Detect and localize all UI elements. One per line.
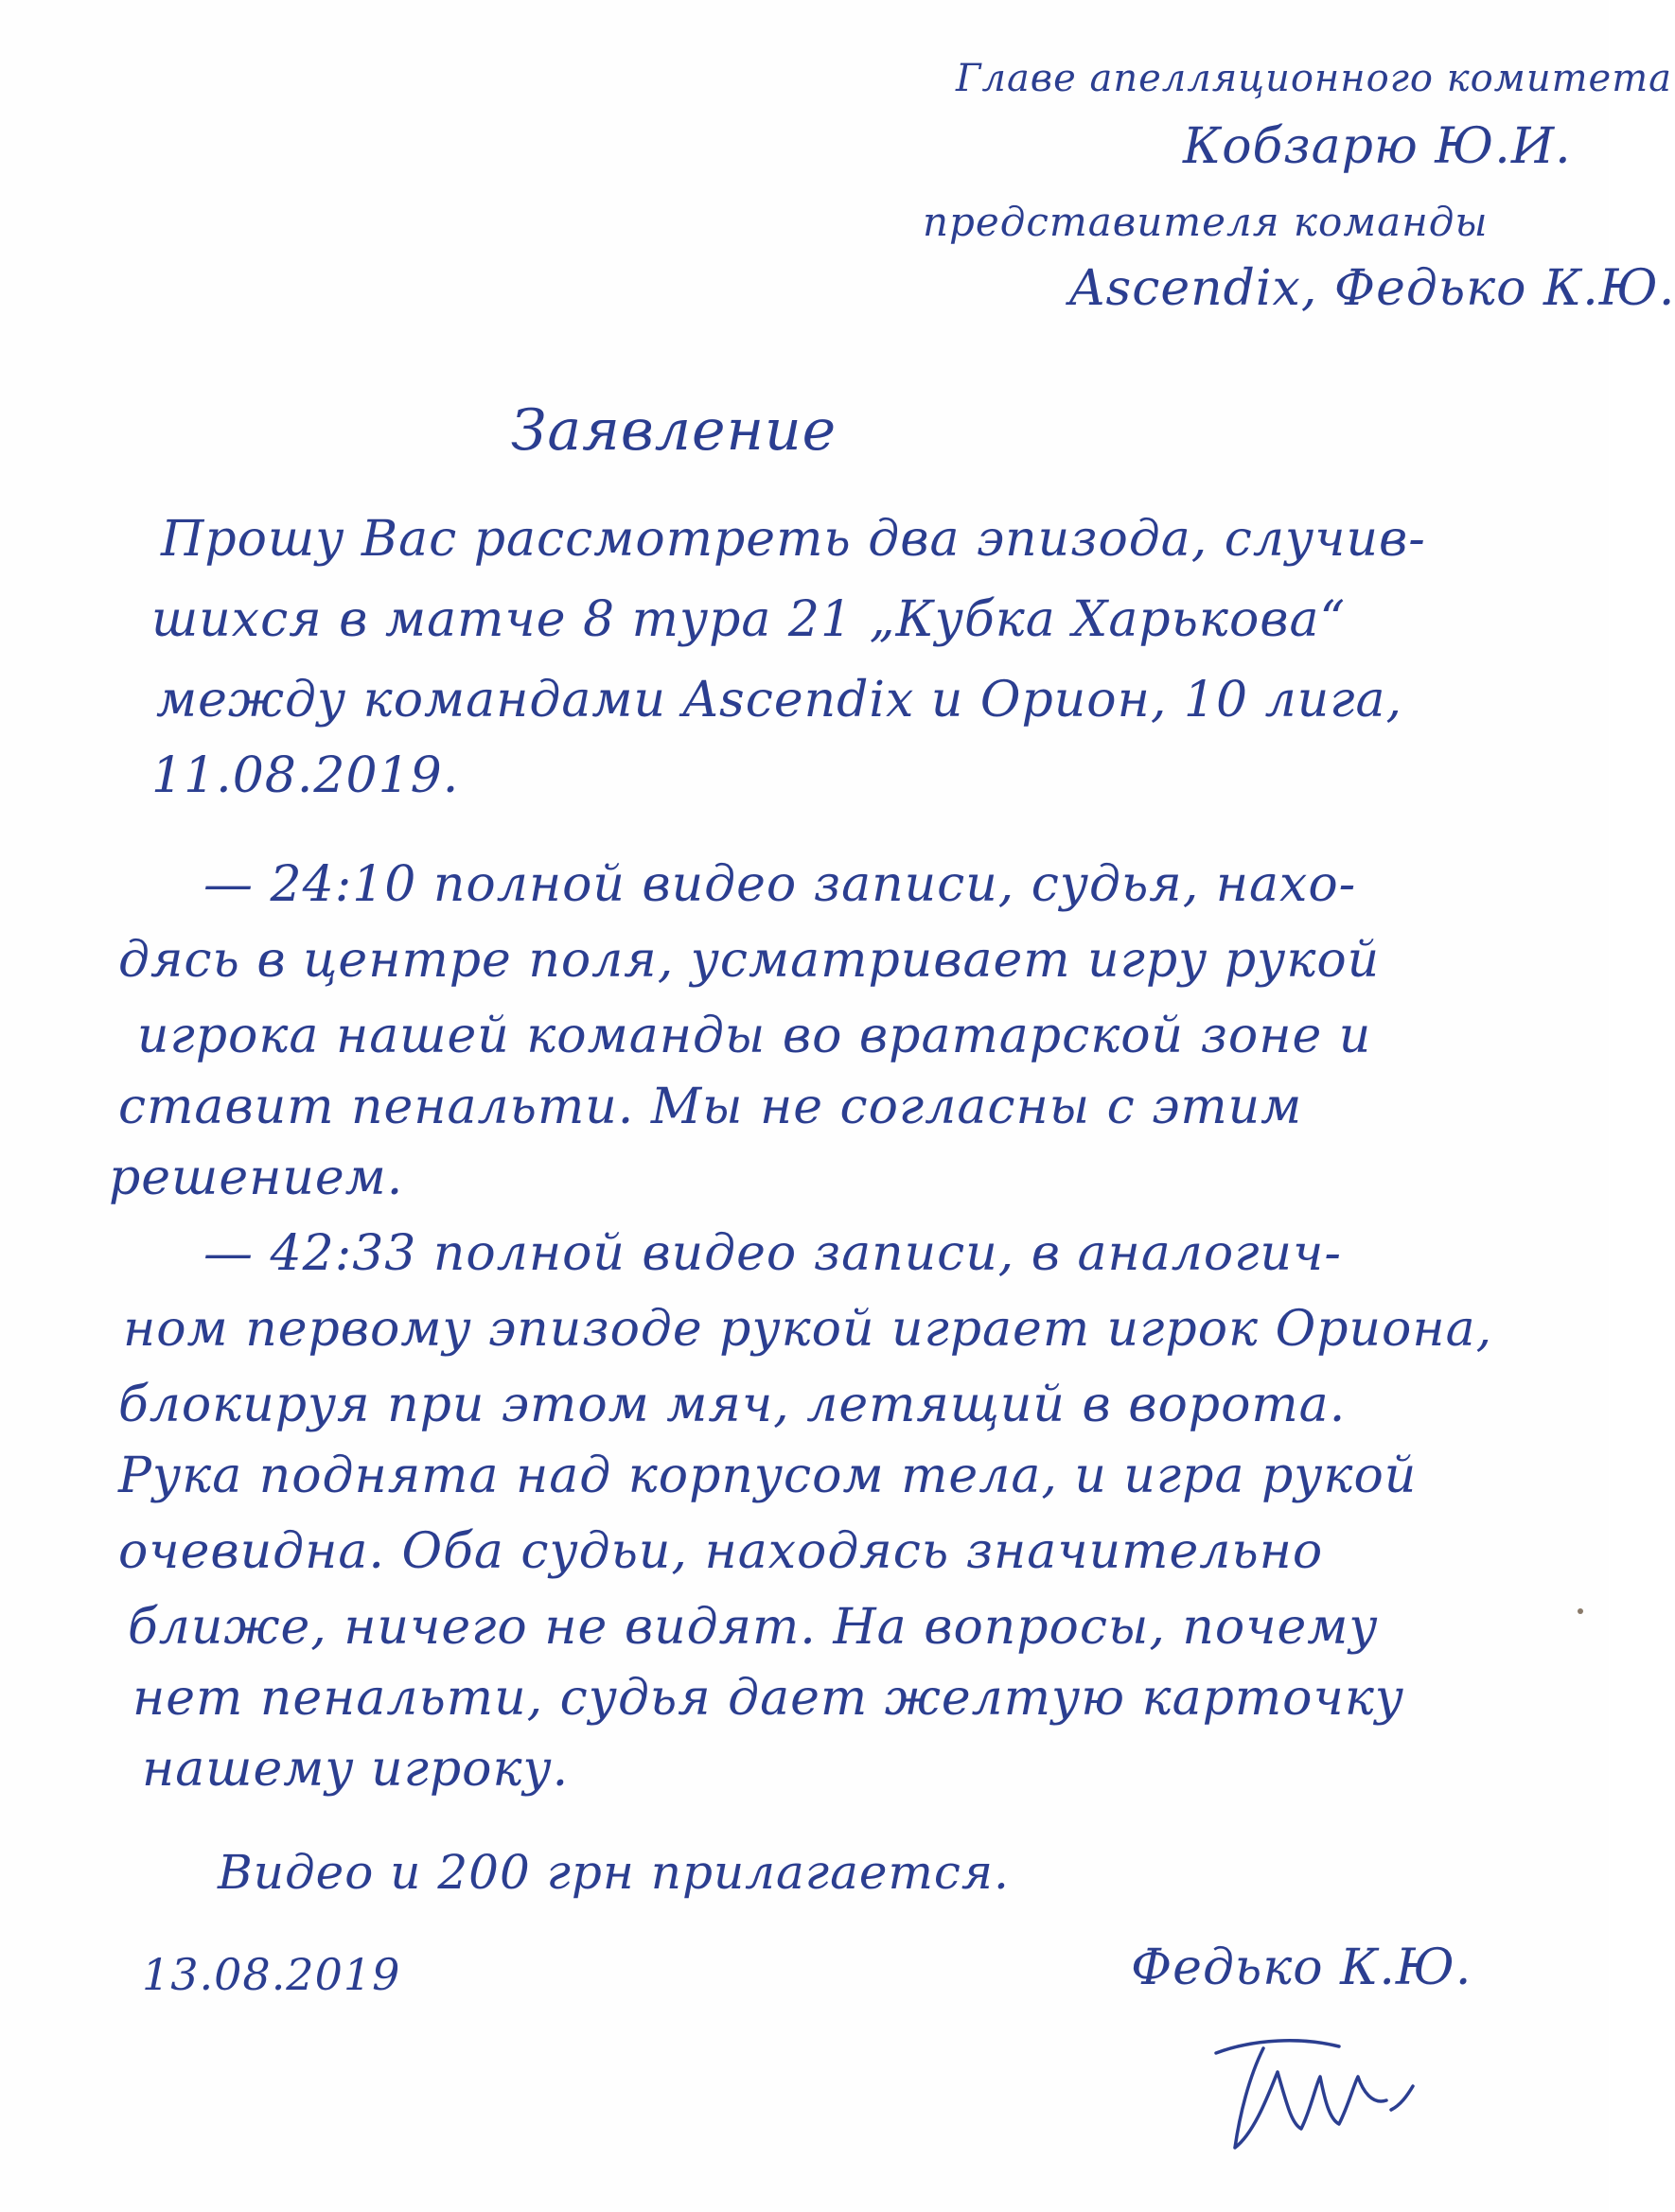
episode2-line-5: очевидна. Оба судьи, находясь значительно bbox=[118, 1523, 1324, 1580]
intro-line-2: шихся в матче 8 тура 21 „Кубка Харькова“ bbox=[151, 591, 1347, 648]
episode1-line-4: ставит пенальти. Мы не согласны с этим bbox=[118, 1079, 1303, 1135]
episode1-line-1: — 24:10 полной видео записи, судья, нахо- bbox=[203, 856, 1357, 913]
addressee-line-1: Главе апелляционного комитета bbox=[956, 57, 1672, 100]
episode2-line-1: — 42:33 полной видео записи, в аналогич- bbox=[203, 1225, 1342, 1282]
episode2-line-7: нет пенальти, судья дает желтую карточку bbox=[132, 1670, 1405, 1727]
document-date: 13.08.2019 bbox=[142, 1949, 401, 2000]
intro-line-1: Прошу Вас рассмотреть два эпизода, случив- bbox=[161, 511, 1426, 568]
episode1-line-3: игрока нашей команды во вратарской зоне и bbox=[137, 1008, 1372, 1064]
episode2-line-4: Рука поднята над корпусом тела, и игра рукой bbox=[118, 1448, 1418, 1504]
sender-line-1: представителя команды bbox=[923, 199, 1489, 245]
episode2-line-6: ближе, ничего не видят. На вопросы, почему bbox=[128, 1599, 1379, 1656]
episode2-line-3: блокируя при этом мяч, летящий в ворота. bbox=[118, 1377, 1347, 1433]
episode1-line-2: дясь в центре поля, усматривает игру рукой bbox=[118, 932, 1381, 989]
addressee-line-2: Кобзарю Ю.И. bbox=[1183, 118, 1572, 175]
intro-line-4: 11.08.2019. bbox=[151, 747, 460, 804]
handwritten-signature bbox=[1197, 2020, 1424, 2162]
sender-line-2: Ascendix, Федько К.Ю. bbox=[1069, 260, 1675, 317]
episode2-line-8: нашему игроку. bbox=[142, 1741, 570, 1798]
episode2-line-2: ном первому эпизоде рукой играет игрок Ориона, bbox=[123, 1301, 1493, 1358]
document-title: Заявление bbox=[511, 397, 838, 464]
attachment-note: Видео и 200 грн прилагается. bbox=[218, 1845, 1010, 1900]
ink-speck bbox=[1578, 1608, 1583, 1614]
episode1-line-5: решением. bbox=[109, 1150, 404, 1206]
intro-line-3: между командами Ascendix и Орион, 10 лига, bbox=[156, 672, 1403, 729]
signer-name: Федько К.Ю. bbox=[1131, 1940, 1472, 1996]
